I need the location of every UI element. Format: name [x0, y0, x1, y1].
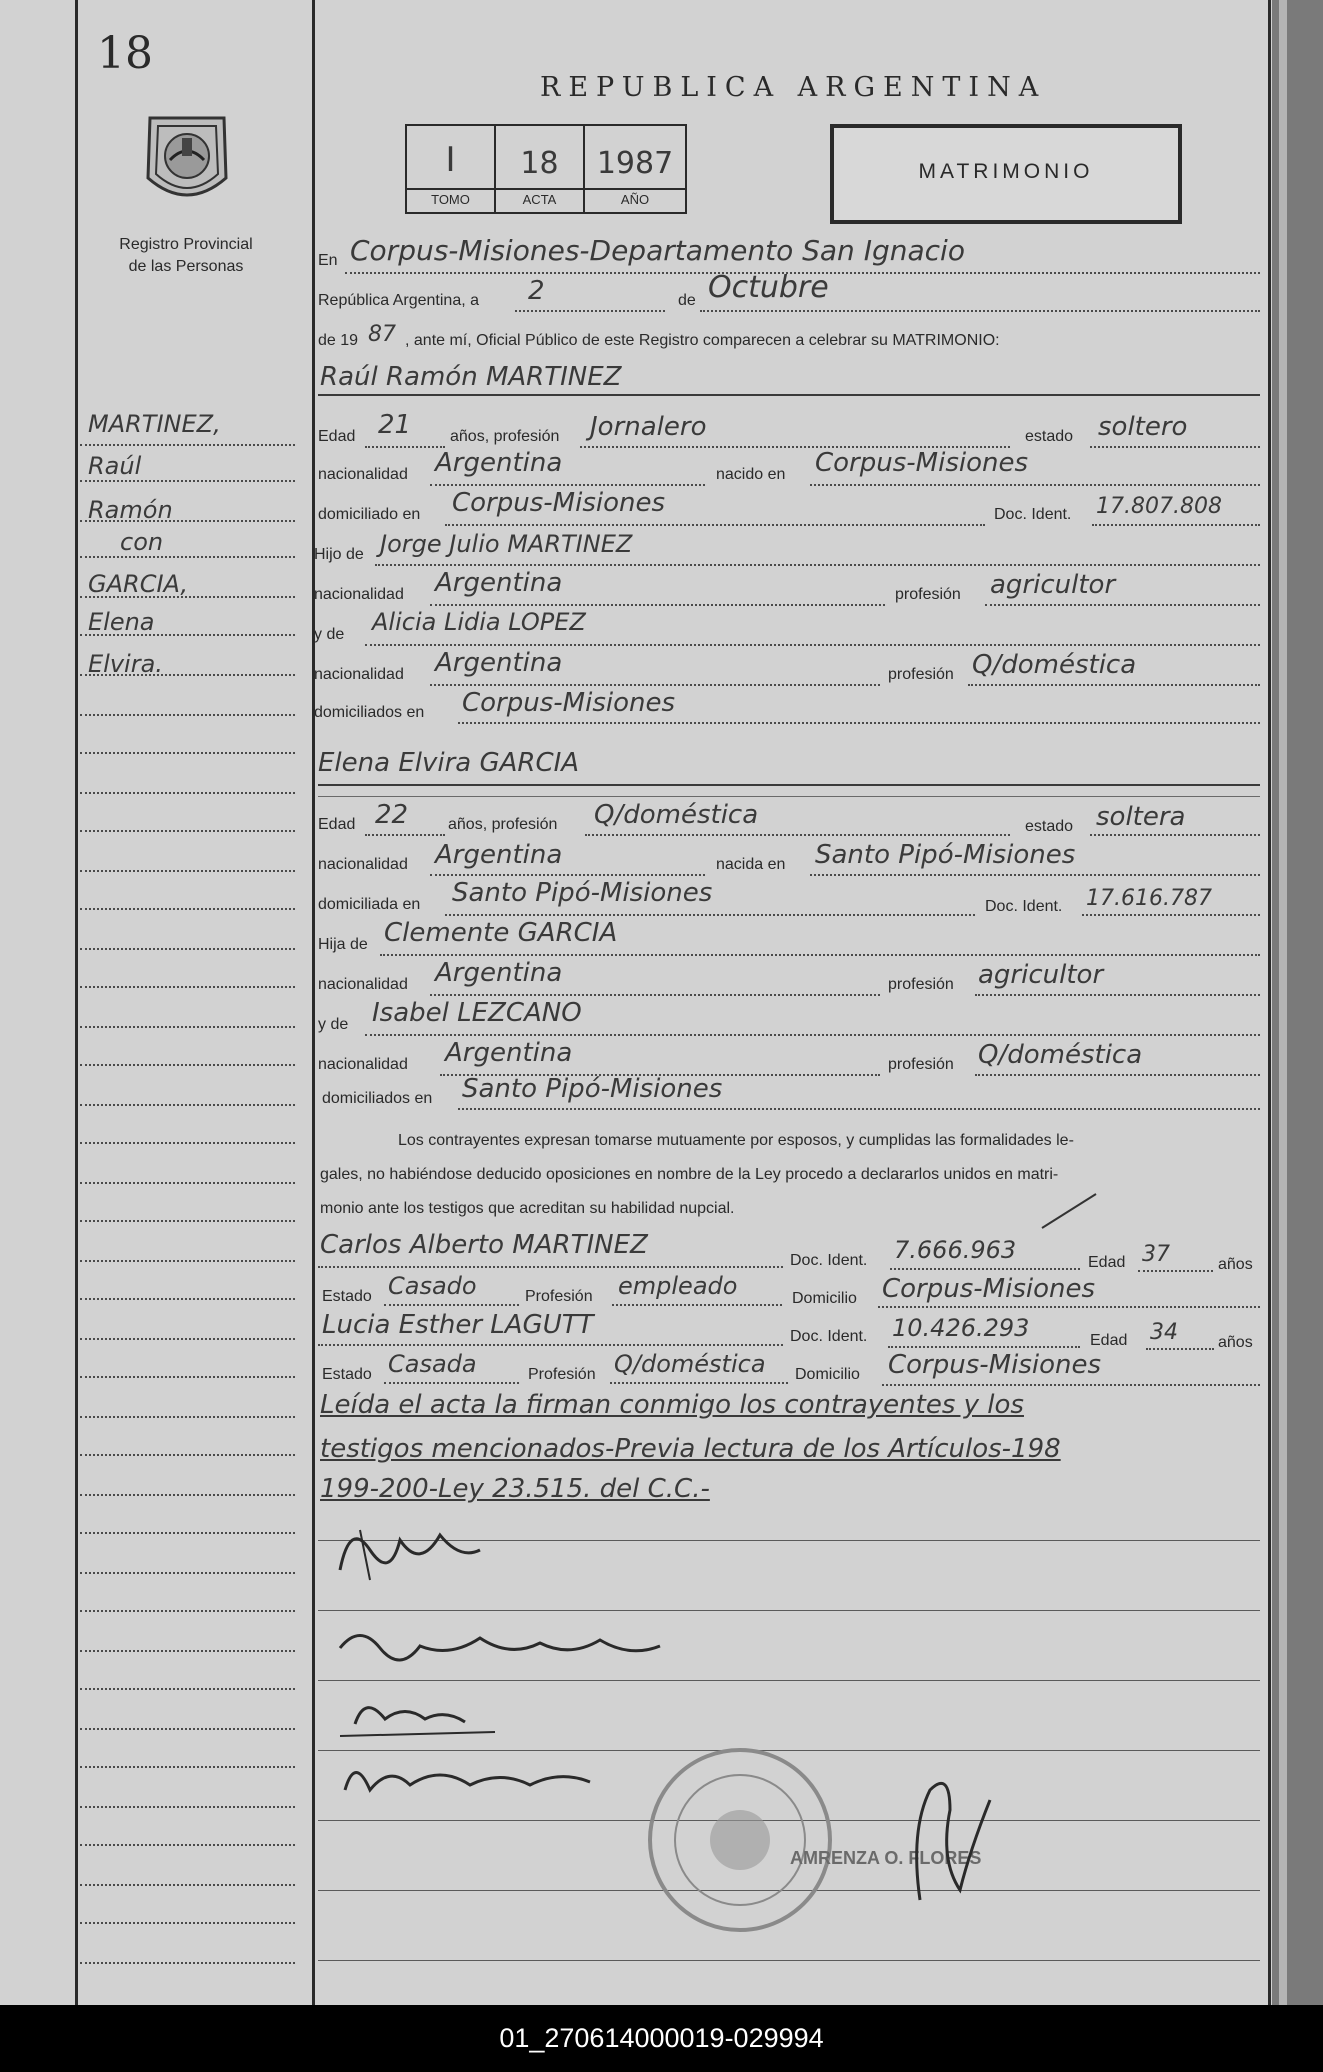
country-title: REPUBLICA ARGENTINA — [540, 72, 1047, 103]
witness1-age: 37 — [1142, 1242, 1170, 1267]
witness1-civil-state: Casado — [388, 1272, 477, 1300]
bride-age: 22 — [375, 800, 409, 830]
bride-domicile: Santo Pipó-Misiones — [452, 878, 713, 908]
place: Corpus-Misiones-Departamento San Ignacio — [350, 234, 965, 267]
margin-name-3: Ramón — [88, 496, 173, 524]
witness1-doc-label: Doc. Ident. — [790, 1252, 868, 1269]
groom-estado-label: estado — [1025, 428, 1074, 445]
witness2-doc: 10.426.293 — [892, 1314, 1030, 1342]
witness2-civil-state: Casada — [388, 1350, 477, 1378]
bride-name-rule-2 — [318, 796, 1260, 797]
groom-nationality: Argentina — [435, 448, 563, 478]
groom-civil-state: soltero — [1098, 412, 1188, 442]
tomo-label: TOMO — [431, 192, 470, 207]
bride-parents-domicile: Santo Pipó-Misiones — [462, 1074, 723, 1104]
right-margin-line — [1268, 0, 1271, 2005]
groom-domicile: Corpus-Misiones — [452, 488, 666, 518]
bride-doc-label: Doc. Ident. — [985, 898, 1063, 915]
signature-4 — [330, 1750, 630, 1810]
bride-parent2-label: y de — [318, 1016, 349, 1033]
witness2-edad-label: Edad — [1090, 1332, 1128, 1349]
signature-3 — [335, 1684, 505, 1744]
republica-label: República Argentina, a — [318, 292, 479, 309]
day: 2 — [528, 276, 545, 306]
bride-mother-profession: Q/doméstica — [978, 1040, 1143, 1070]
groom-dom-label: domiciliado en — [318, 506, 421, 523]
bride-name-rule — [318, 784, 1260, 786]
bride-estado-label: estado — [1025, 818, 1074, 835]
book-edge-highlight — [1279, 0, 1287, 2005]
declaration-line-2: gales, no habiéndose deducido oposiciones en nombre de la Ley procedo a declararlos unidos en matri- — [320, 1166, 1059, 1183]
ano-label: AÑO — [620, 192, 650, 207]
bride-civil-state: soltera — [1096, 802, 1186, 832]
tomo-acta-ano-box — [405, 124, 687, 214]
acta-label: ACTA — [522, 192, 557, 207]
bride-birthplace: Santo Pipó-Misiones — [815, 840, 1076, 870]
witness2-prof-label: Profesión — [528, 1366, 596, 1383]
page-number: 18 — [97, 28, 153, 79]
record-type: MATRIMONIO — [918, 160, 1094, 183]
witness2-anos-label: años — [1218, 1334, 1253, 1351]
official-signature — [880, 1770, 1000, 1910]
witness1-profession: empleado — [618, 1272, 738, 1300]
witness1-edad-label: Edad — [1088, 1254, 1126, 1271]
groom-doc-label: Doc. Ident. — [994, 506, 1072, 523]
groom-mother: Alicia Lidia LOPEZ — [372, 608, 586, 636]
registry-label: Registro Provincial de las Personas — [119, 236, 253, 275]
footer-id: 01_270614000019-029994 — [0, 2005, 1323, 2072]
witness1-anos-label: años — [1218, 1256, 1253, 1273]
closing-line-1: Leída el acta la firman conmigo los contrayentes y los — [320, 1390, 1024, 1420]
year-suffix: 87 — [368, 322, 396, 347]
groom-father: Jorge Julio MARTINEZ — [380, 530, 633, 558]
bride-mother-nationality: Argentina — [445, 1038, 573, 1068]
margin-name-6: Elena — [88, 608, 155, 636]
groom-parent1-label: Hijo de — [314, 546, 364, 563]
witness1-doc: 7.666.963 — [894, 1236, 1017, 1264]
margin-name-5: GARCIA, — [88, 570, 189, 598]
groom-nac-label: nacionalidad — [318, 466, 408, 483]
margin-name-4: con — [120, 528, 164, 556]
signature-1 — [330, 1510, 490, 1590]
record-type-box — [830, 124, 1182, 224]
bride-mother-prof-label: profesión — [888, 1056, 954, 1073]
groom-anos-label: años, profesión — [450, 428, 560, 445]
groom-father-nationality: Argentina — [435, 568, 563, 598]
closing-line-2: testigos mencionados-Previa lectura de los Artículos-198 — [320, 1434, 1061, 1464]
left-margin-line — [75, 0, 78, 2005]
column-divider — [312, 0, 315, 2005]
bride-nac-label: nacionalidad — [318, 856, 408, 873]
official-seal-icon — [640, 1740, 840, 1940]
bride-profession: Q/doméstica — [594, 800, 759, 830]
groom-parents-domicile: Corpus-Misiones — [462, 688, 676, 718]
groom-profession: Jornalero — [590, 412, 707, 442]
bride-nationality: Argentina — [435, 840, 563, 870]
witness2-name: Lucia Esther LAGUTT — [322, 1310, 594, 1340]
bride-mother: Isabel LEZCANO — [372, 998, 582, 1028]
bride-parent1-label: Hija de — [318, 936, 368, 953]
witness1-dom-label: Domicilio — [792, 1290, 857, 1307]
bride-father-nat-label: nacionalidad — [318, 976, 408, 993]
bride-parents-dom-label: domiciliados en — [322, 1090, 433, 1107]
groom-age: 21 — [378, 410, 412, 440]
witness2-age: 34 — [1150, 1320, 1178, 1345]
bride-father-nationality: Argentina — [435, 958, 563, 988]
groom-parent2-label: y de — [314, 626, 345, 643]
official-stamp-name: AMRENZA O. FLORES — [790, 1848, 982, 1868]
groom-mother-profession: Q/doméstica — [972, 650, 1137, 680]
bride-father-prof-label: profesión — [888, 976, 954, 993]
margin-name-1: MARTINEZ, — [88, 410, 221, 438]
signature-2 — [330, 1618, 710, 1668]
bride-father: Clemente GARCIA — [384, 918, 618, 948]
groom-father-nat-label: nacionalidad — [314, 586, 404, 603]
statement: , ante mí, Oficial Público de este Registro comparecen a celebrar su MATRIMONIO: — [405, 332, 1000, 349]
groom-nacido-label: nacido en — [716, 466, 786, 483]
closing-line-3: 199-200-Ley 23.515. del C.C.- — [320, 1474, 710, 1504]
groom-father-profession: agricultor — [990, 570, 1116, 600]
provincial-seal-icon — [140, 108, 234, 214]
witness1-estado-label: Estado — [322, 1288, 372, 1305]
tomo-value: I — [445, 140, 456, 180]
margin-name-2: Raúl — [88, 452, 142, 480]
witness2-doc-label: Doc. Ident. — [790, 1328, 868, 1345]
bride-edad-label: Edad — [318, 816, 356, 833]
groom-name-rule — [318, 394, 1260, 396]
witness2-profession: Q/doméstica — [614, 1350, 766, 1378]
bride-father-profession: agricultor — [978, 960, 1104, 990]
margin-name-7: Elvira. — [88, 650, 163, 678]
groom-doc: 17.807.808 — [1096, 494, 1222, 519]
witness2-estado-label: Estado — [322, 1366, 372, 1383]
groom-parents-dom-label: domiciliados en — [314, 704, 425, 721]
bride-mother-nat-label: nacionalidad — [318, 1056, 408, 1073]
de-label: de — [678, 292, 696, 309]
bride-anos-label: años, profesión — [448, 816, 558, 833]
bride-name: Elena Elvira GARCIA — [318, 748, 580, 778]
pen-stroke-mark — [1040, 1190, 1100, 1230]
groom-edad-label: Edad — [318, 428, 356, 445]
witness1-name: Carlos Alberto MARTINEZ — [320, 1230, 648, 1260]
groom-birthplace: Corpus-Misiones — [815, 448, 1029, 478]
bride-dom-label: domiciliada en — [318, 896, 421, 913]
bride-doc: 17.616.787 — [1086, 886, 1212, 911]
declaration-line-3: monio ante los testigos que acreditan su habilidad nupcial. — [320, 1200, 735, 1217]
witness1-prof-label: Profesión — [525, 1288, 593, 1305]
witness1-domicile: Corpus-Misiones — [882, 1274, 1096, 1304]
witness2-dom-label: Domicilio — [795, 1366, 860, 1383]
ano-value: 1987 — [596, 146, 674, 181]
bride-nacido-label: nacida en — [716, 856, 786, 873]
declaration-line-1: Los contrayentes expresan tomarse mutuamente por esposos, y cumplidas las formalidades le- — [398, 1132, 1074, 1149]
en-label: En — [318, 252, 338, 269]
month: Octubre — [708, 270, 829, 305]
groom-mother-nat-label: nacionalidad — [314, 666, 404, 683]
groom-name: Raúl Ramón MARTINEZ — [320, 362, 622, 392]
de19-label: de 19 — [318, 332, 359, 349]
groom-mother-prof-label: profesión — [888, 666, 954, 683]
acta-value: 18 — [520, 146, 559, 181]
groom-mother-nationality: Argentina — [435, 648, 563, 678]
groom-father-prof-label: profesión — [895, 586, 961, 603]
witness2-domicile: Corpus-Misiones — [888, 1350, 1102, 1380]
